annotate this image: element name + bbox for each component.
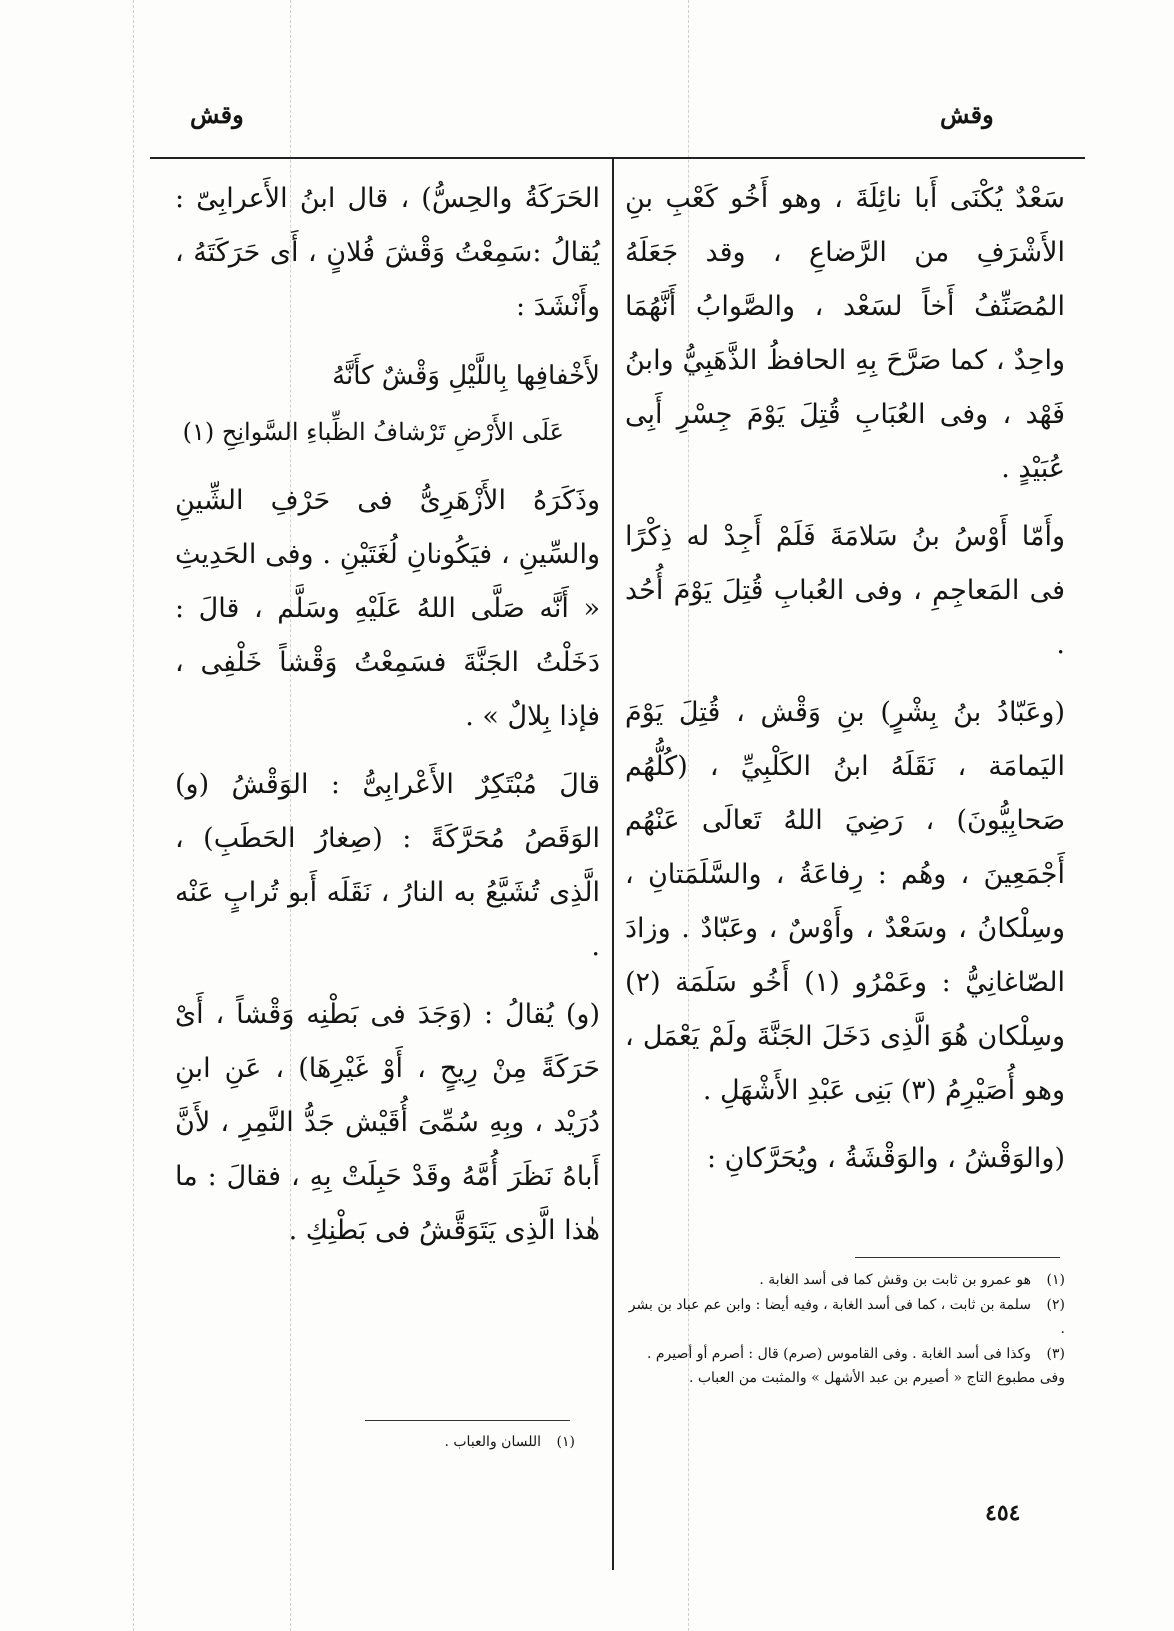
column-divider [612,157,614,1570]
page-number: ٤٥٤ [985,1500,1021,1526]
paragraph: (والوَقْشُ ، والوَقْشَةُ ، ويُحَرَّكانِ : [707,1143,1065,1174]
footnote: (١)هو عمرو بن ثابت بن وقش كما فى أسد الغابة . [759,1272,1065,1288]
right-column [625,172,1065,1200]
paragraph: سَعْدٌ يُكْنَى أَبا نائِلَةَ ، وهو أَخُو كَعْبِ بنِ الأَشْرَفِ من الرَّضاعِ ، وقد جَعَلَهُ المُصَنِّفُ أَخاً لسَعْد ، والصَّوابُ أَنَّهُمَا واحِدٌ ، كما صَرَّحَ بِهِ الحافظُ الذَّهَبِيُّ وابنُ فَهْد ، وفى العُبَابِ قُتِلَ يَوْمَ جِسْرِ أَبِى عُبَيْدٍ . [625,183,1065,484]
footnote: (٢)سلمة بن ثابت ، كما فى أسد الغابة ، وفيه أيضا : وابن عم عباد بن بشر . [628,1297,1065,1337]
scan-guide-line [133,0,134,1631]
footnote: (١)اللسان والعباب . [444,1434,575,1450]
verse-hemistich: لأَخْفافِها بِاللَّيْلِ وَقْشٌ كأَنَّهُ [332,361,600,391]
left-column [175,172,600,1272]
right-footnotes [625,1268,1065,1391]
paragraph: وأَمّا أَوْسُ بنُ سَلامَةَ فَلَمْ أَجِدْ له ذِكْرًا فى المَعاجِمِ ، وفى العُبابِ قُتِلَ يَوْمَ أُحُد . [625,521,1065,660]
running-head-right: وقش [940,100,994,129]
footnote-rule [365,1420,570,1421]
paragraph: (و) يُقالُ : (وَجَدَ فى بَطْنِه وَقْشاً ، أَىْ حَرَكَةً مِنْ رِيحٍ ، أَوْ غَيْرِهَا) ، عَنِ ابنِ دُرَيْد ، وبِهِ سُمِّىَ أُقَيْش جَدُّ النَّمِرِ ، لأَنَّ أَباهُ نَظَرَ أُمَّهُ وقَدْ حَبِلَتْ بِهِ ، فقالَ : ما هٰذا الَّذِى يَتَوَقَّشُ فى بَطْنِكِ . [175,999,600,1246]
paragraph: (وعَبّادُ بنُ بِشْرٍ) بنِ وَقْش ، قُتِلَ يَوْمَ اليَمامَة ، نَقَلَهُ ابنُ الكَلْبِيِّ ، (كُلُّهُم صَحابِيُّونَ) ، رَضِيَ اللهُ تَعالَى عَنْهُم أَجْمَعِينَ ، وهُم : رِفاعَةُ ، والسَّلَمَتانِ ، وسِلْكانُ ، وسَعْدٌ ، وأَوْسٌ ، وعَبّادٌ . وزادَ الصّاغانِيُّ : وعَمْرُو (١) أَخُو سَلَمَة (٢) وسِلْكان هُوَ الَّذِى دَخَلَ الجَنَّةَ ولَمْ يَعْمَل ، وهو أُصَيْرِمُ (٣) بَنِى عَبْدِ الأَشْهَلِ . [625,697,1065,1106]
verse-hemistich: عَلَى الأَرْضِ تَرْشافُ الظِّباءِ السَّوانِحِ (١) [182,418,564,446]
paragraph: الحَرَكَةُ والحِسُّ) ، قال ابنُ الأَعرابِىّ : يُقالُ :سَمِعْتُ وَقْشَ فُلانٍ ، أَى حَرَكَتَهُ ، وأَنْشَدَ : [175,183,600,322]
paragraph: وذَكَرَهُ الأَزْهَرِىُّ فى حَرْفِ الشِّينِ والسِّينِ ، فيَكُونانِ لُغَتَيْنِ . وفى الحَدِيثِ « أَنَّه صَلَّى اللهُ عَلَيْهِ وسَلَّم ، قالَ : دَخَلْتُ الجَنَّةَ فسَمِعْتُ وَقْشاً خَلْفِى ، فإذا بِلالٌ » . [175,485,600,732]
poetry-verse [175,348,600,460]
footnote-rule [855,1257,1060,1258]
paragraph: قالَ مُبْتَكِرٌ الأَعْرابِىُّ : الوَقْشُ (و) الوَقَصُ مُحَرَّكَةً : (صِغارُ الحَطَبِ) ، الَّذِى تُشَيَّعُ به النارُ ، نَقَلَه أَبو تُرابٍ عَنْه . [175,769,600,962]
left-footnotes [175,1430,575,1455]
footnote: (٣)وكذا فى أسد الغابة . وفى القاموس (صرم) قال : أصرم أو أصيرم . وفى مطبوع التاج « أصيرم بن عبد الأشهل » والمثبت من العباب . [646,1346,1065,1386]
header-rule [150,157,1085,159]
running-head-left: وقش [190,100,244,129]
